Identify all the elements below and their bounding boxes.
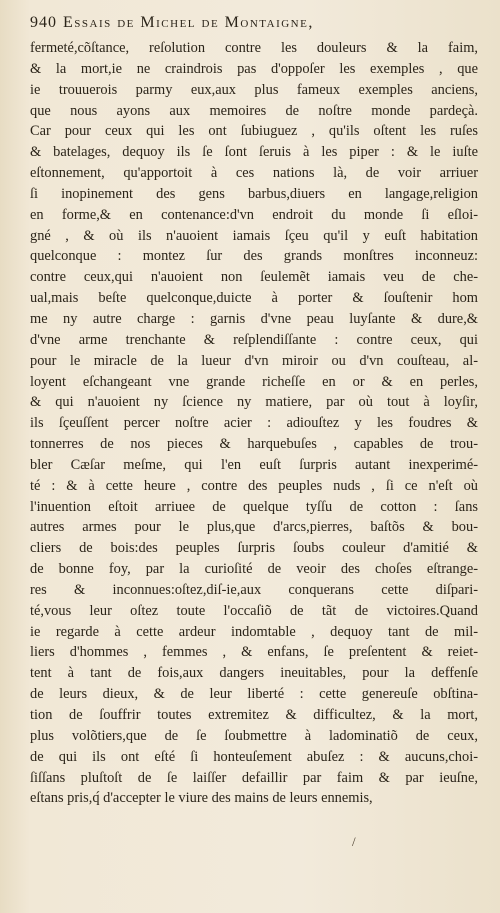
text-line: tion de ſouffrir toutes extremitez & difficultez, & la mort,	[30, 707, 478, 723]
text-line: cliers de bois:des peuples ſurpris ſoubs couleur d'amitié &	[30, 540, 478, 557]
text-line: l'inuention eſtoit arriuee de quelque tyſſu de cotton : ſans	[30, 498, 478, 515]
running-title: Essais de Michel de Montaigne,	[63, 14, 314, 31]
text-line: loyent eſchangeant vne grande richeſſe en or & en perles,	[30, 373, 478, 390]
text-line: res & inconnues:oſtez,diſ-ie,aux conquerans cette diſpari-	[30, 581, 478, 598]
text-line: ſiſſans pluſtoſt de ſe laiſſer defaillir par faim & par ieuſne,	[30, 769, 478, 786]
text-line: eſtans pris,q́ d'accepter le viure des mains de leurs ennemis,	[30, 790, 373, 807]
page-header	[30, 14, 475, 32]
text-line: liers d'hommes , femmes , & enfans, ſe preſentent & reiet-	[30, 644, 478, 661]
text-line: que nous ayons aux memoires de noſtre monde pardeçà.	[30, 102, 478, 119]
catchword: /	[352, 834, 356, 849]
text-line: contre ceux,qui n'auoient non ſeulemẽt iamais veu de che-	[30, 269, 478, 286]
text-line: ie trouuerois parmy eux,aux plus fameux exemples anciens,	[30, 81, 478, 98]
text-line: de qui ils ont eſté ſi honteuſement abuſez : & aucuns,choi-	[30, 748, 478, 765]
text-line: té : & à cette heure , contre des peuples nuds , ſi ce n'eſt où	[30, 477, 478, 494]
text-line: & batelages, dequoy ils ſe ſont ſeruis à les piper : & le iuſte	[30, 144, 478, 161]
text-line: té,vous leur oſtez toute l'occaſiõ de tãt de victoires.Quand	[30, 602, 478, 619]
text-line: & qui n'auoient ny ſcience ny matiere, par où tout à loyſir,	[30, 394, 478, 411]
text-line: quelconque : montez ſur des grands monſtres inconneuz:	[30, 248, 478, 265]
text-line: me ny autre charge : garnis d'vne peau luyſante & dure,&	[30, 310, 478, 327]
body-text	[30, 38, 478, 809]
text-line: plus volõtiers,que de ſe ſoubmettre à ladominatiõ de ceux,	[30, 727, 478, 744]
text-line: Car pour ceux qui les ont ſubiuguez , qu'ils oſtent les ruſes	[30, 123, 478, 140]
page-number: 940	[30, 14, 57, 31]
text-line: en forme,& en contenance:d'vn endroit du monde ſi eſloi-	[30, 206, 478, 223]
text-line: de bonne foy, par la curioſité de veoir des choſes eſtrange-	[30, 561, 478, 578]
text-line: tonnerres de nos pieces & harquebuſes , capables de trou-	[30, 436, 478, 453]
text-line: ſi inopinement des gens barbus,diuers en langage,religion	[30, 185, 478, 202]
text-line: autres armes pour le plus,que d'arcs,pierres, baſtõs & bou-	[30, 519, 478, 536]
text-line: eſtonnement, qu'apportoit à ces nations là, de voir arriuer	[30, 165, 478, 182]
text-line: ual,mais beſte quelconque,duicte à porter & ſouſtenir hom	[30, 290, 478, 307]
text-line: d'vne arme trenchante & reſplendiſſante : contre ceux, qui	[30, 331, 478, 348]
text-line: gné , & où ils n'auoient iamais ſçeu qu'il y euſt habitation	[30, 227, 478, 244]
text-line: ie regarde à cette ardeur indomtable , dequoy tant de mil-	[30, 623, 478, 640]
text-line: & la mort,ie ne craindrois pas d'oppoſer les exemples , que	[30, 60, 478, 77]
text-line: ils ſçeuſſent percer noſtre acier : adiouſtez y les foudres &	[30, 415, 478, 432]
text-line: pour le miracle de la lueur d'vn miroir ou d'vn couſteau, al-	[30, 352, 478, 369]
text-line: bler Cæſar meſme, qui l'en euſt ſurpris autant inexperimé-	[30, 456, 478, 473]
text-line: fermeté,cõſtance, reſolution contre les douleurs & la faim,	[30, 40, 478, 56]
text-line: tent à tant de fois,aux dangers ineuitables, pour la deffenſe	[30, 665, 478, 682]
text-line: de leurs dieux, & de leur liberté : cette genereuſe obſtina-	[30, 686, 478, 703]
